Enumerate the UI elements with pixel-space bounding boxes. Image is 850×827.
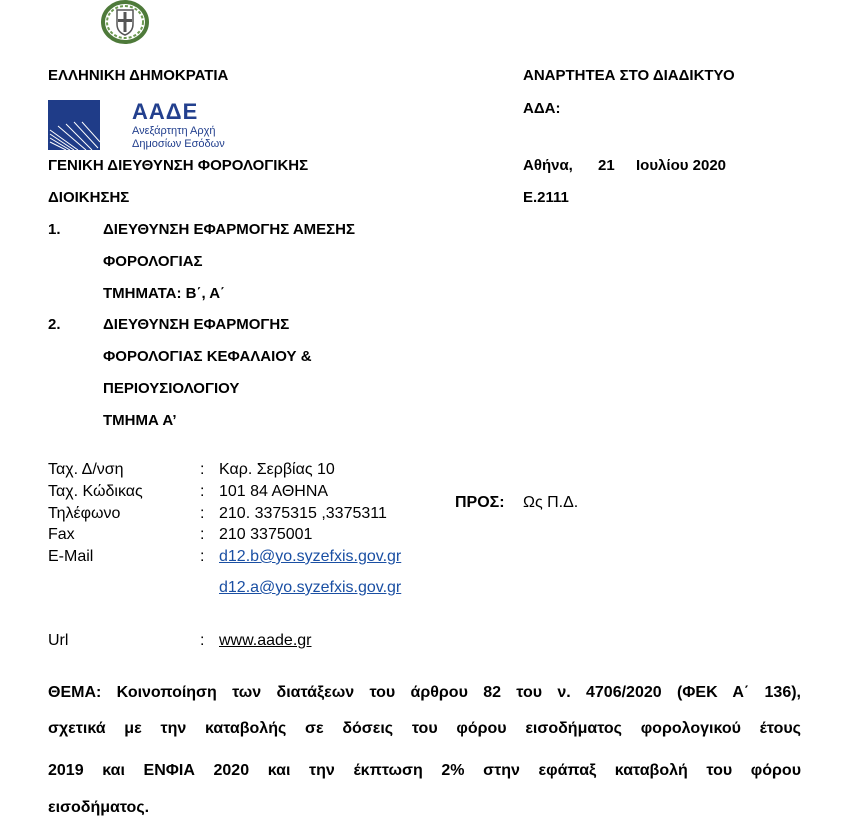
subject-line-4: εισοδήματος.: [48, 799, 150, 816]
department-1-line3: ΤΜΗΜΑΤΑ: Β΄, Α΄: [103, 285, 226, 302]
contact-sep-url: :: [200, 632, 205, 649]
subject-line-3: 2019 και ΕΝΦΙΑ 2020 και την έκπτωση 2% στην εφάπαξ καταβολή του φόρου: [48, 762, 801, 779]
department-2-line4: ΤΜΗΜΑ Α’: [103, 412, 177, 429]
recipient-label: ΠΡΟΣ:: [455, 494, 505, 511]
department-1-line2: ΦΟΡΟΛΟΓΙΑΣ: [103, 253, 203, 270]
subject-line-1: ΘΕΜΑ: Κοινοποίηση των διατάξεων του άρθρου 82 του ν. 4706/2020 (ΦΕΚ Α΄ 136),: [48, 684, 801, 701]
contact-label-email: E-Mail: [48, 548, 94, 565]
department-1-number: 1.: [48, 221, 61, 238]
contact-sep-fax: :: [200, 526, 205, 543]
aade-acronym: ΑΑΔΕ: [132, 99, 199, 124]
directorate-line1: ΓΕΝΙΚΗ ΔΙΕΥΘΥΝΣΗ ΦΟΡΟΛΟΓΙΚΗΣ: [48, 157, 309, 174]
contact-label-postcode: Ταχ. Κώδικας: [48, 483, 143, 500]
contact-sep-postcode: :: [200, 483, 205, 500]
aade-logo: [48, 100, 258, 150]
subject-line-2: σχετικά με την καταβολής σε δόσεις του φόρου εισοδήματος φορολογικού έτους: [48, 720, 801, 737]
contact-value-postcode: 101 84 ΑΘΗΝΑ: [219, 483, 329, 500]
date-place: Αθήνα,: [523, 157, 573, 174]
republic-title: ΕΛΛΗΝΙΚΗ ΔΗΜΟΚΡΑΤΙΑ: [48, 67, 229, 84]
aade-line2: Δημοσίων Εσόδων: [132, 138, 225, 150]
greek-emblem-icon: [100, 0, 150, 44]
department-2-line1: ΔΙΕΥΘΥΝΣΗ ΕΦΑΡΜΟΓΗΣ: [103, 316, 290, 333]
department-2-line2: ΦΟΡΟΛΟΓΙΑΣ ΚΕΦΑΛΑΙΟΥ &: [103, 348, 312, 365]
contact-label-url: Url: [48, 632, 69, 649]
contact-value-phone: 210. 3375315 ,3375311: [219, 505, 387, 522]
date-month-year: Ιουλίου 2020: [636, 157, 726, 174]
contact-label-fax: Fax: [48, 526, 75, 543]
date-day: 21: [598, 157, 615, 174]
contact-sep-address: :: [200, 461, 205, 478]
contact-label-phone: Τηλέφωνο: [48, 505, 121, 522]
publish-notice: ΑΝΑΡΤΗΤΕΑ ΣΤΟ ΔΙΑΔΙΚΤΥΟ: [523, 67, 735, 84]
aade-line1: Ανεξάρτητη Αρχή: [132, 125, 216, 137]
contact-value-address: Καρ. Σερβίας 10: [219, 461, 335, 478]
url-link[interactable]: www.aade.gr: [219, 632, 312, 649]
department-2-line3: ΠΕΡΙΟΥΣΙΟΛΟΓΙΟΥ: [103, 380, 240, 397]
email-link-2[interactable]: d12.a@yo.syzefxis.gov.gr: [219, 579, 402, 596]
directorate-line2: ΔΙΟΙΚΗΣΗΣ: [48, 189, 130, 206]
contact-sep-phone: :: [200, 505, 205, 522]
department-1-line1: ΔΙΕΥΘΥΝΣΗ ΕΦΑΡΜΟΓΗΣ ΑΜΕΣΗΣ: [103, 221, 356, 238]
protocol-number: Ε.2111: [523, 189, 569, 206]
contact-value-fax: 210 3375001: [219, 526, 313, 543]
department-2-number: 2.: [48, 316, 61, 333]
contact-sep-email: :: [200, 548, 205, 565]
contact-label-address: Ταχ. Δ/νση: [48, 461, 124, 478]
recipient-value: Ως Π.Δ.: [523, 494, 579, 511]
email-link-1[interactable]: d12.b@yo.syzefxis.gov.gr: [219, 548, 402, 565]
aade-logo-mark-icon: [48, 100, 100, 150]
ada-label: ΑΔΑ:: [523, 100, 561, 117]
